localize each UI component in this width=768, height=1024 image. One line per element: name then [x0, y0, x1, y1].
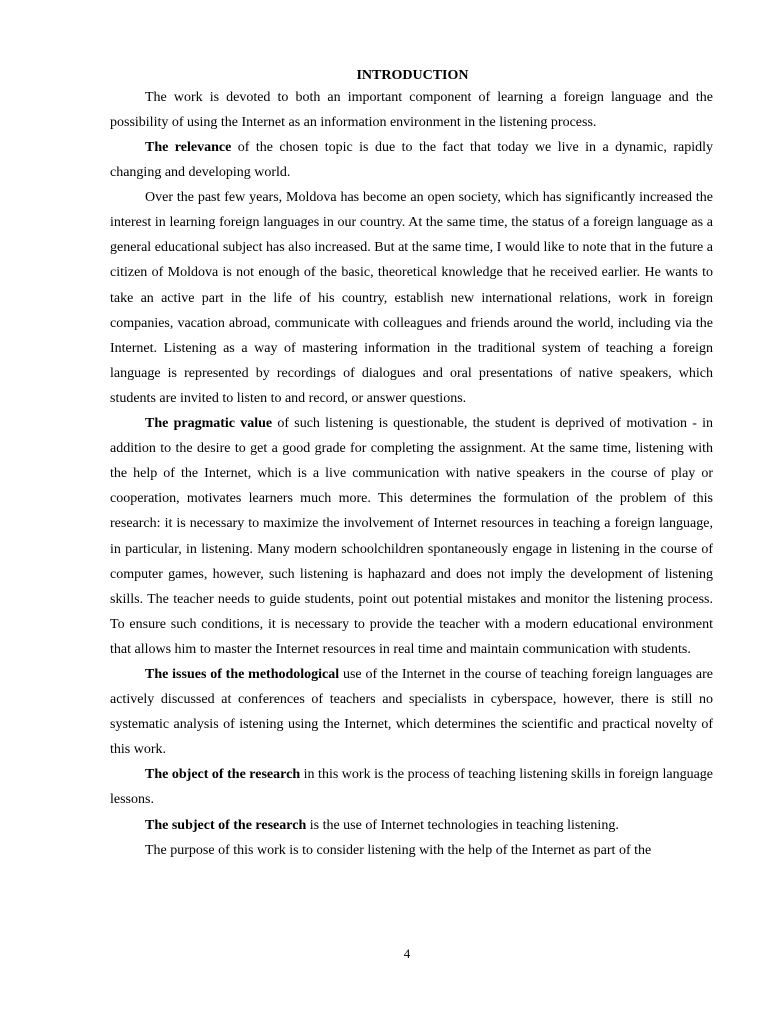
paragraph-intro [110, 85, 713, 135]
paragraph-moldova-text: Over the past few years, Moldova has become an open society, which has significantly increased the interest in learning foreign languages in our country. At the same time, the status of a foreign language as a general educational subject has also increased. But at the same time, I would like to note that in the future a citizen of Moldova is not enough of the basic, theoretical knowledge that he received earlier. He wants to take an active part in the life of his country, establish new international relations, work in foreign companies, vacation abroad, communicate with colleagues and friends around the world, including via the Internet. Listening as a way of mastering information in the traditional system of teaching a foreign language is represented by recordings of dialogues and oral presentations of native speakers, which students are invited to listen to and record, or answer questions. [110, 190, 713, 406]
document-page [110, 66, 713, 863]
paragraph-relevance [110, 135, 713, 185]
paragraph-research-object-bold: The object of the research [145, 767, 301, 783]
paragraph-pragmatic-value-text: of such listening is questionable, the student is deprived of motivation - in addition to the desire to get a good grade for completing the assignment. At the same time, listening with the help of the Internet, which is a live communication with native speakers in the course of play or cooperation, motivates learners much more. This determines the formulation of the problem of this research: it is necessary to maximize the involvement of Internet resources in teaching a foreign language, in particular, in listening. Many modern schoolchildren spontaneously engage in listening in the course of computer games, however, such listening is haphazard and does not imply the development of listening skills. The teacher needs to guide students, point out potential mistakes and monitor the listening process. To ensure such conditions, it is necessary to provide the teacher with a modern educational environment that allows him to master the Internet resources in real time and maintain communication with students. [110, 416, 713, 657]
page-number: 4 [403, 946, 411, 961]
paragraph-research-object [110, 762, 713, 812]
paragraph-methodological-issues-bold: The issues of the methodological [145, 666, 340, 682]
paragraph-purpose-text: The purpose of this work is to consider listening with the help of the Internet as part of the [145, 842, 652, 858]
page-heading: INTRODUCTION [356, 68, 469, 83]
paragraph-methodological-issues [110, 662, 713, 762]
paragraph-purpose [110, 838, 713, 863]
paragraph-moldova [110, 185, 713, 411]
paragraph-research-object-text: in this work is the process of teaching listening skills in foreign language lessons. [110, 767, 713, 808]
paragraph-relevance-text: of the chosen topic is due to the fact that today we live in a dynamic, rapidly changing and developing world. [110, 140, 713, 181]
paragraph-intro-text: The work is devoted to both an important component of learning a foreign language and the possibility of using the Internet as an information environment in the listening process. [110, 90, 713, 130]
paragraph-pragmatic-value [110, 411, 713, 662]
paragraph-pragmatic-value-bold: The pragmatic value [145, 416, 273, 432]
paragraph-research-subject-text: is the use of Internet technologies in teaching listening. [306, 817, 619, 833]
paragraph-methodological-issues-text: use of the Internet in the course of teaching foreign languages are actively discussed at conferences of teachers and specialists in cyberspace, however, there is still no systematic analysis of istening using the Internet, which determines the scientific and practical novelty of this work. [110, 666, 713, 758]
paragraph-research-subject-bold: The subject of the research [145, 817, 307, 833]
paragraph-research-subject [110, 813, 713, 838]
paragraph-relevance-bold: The relevance [145, 140, 232, 155]
